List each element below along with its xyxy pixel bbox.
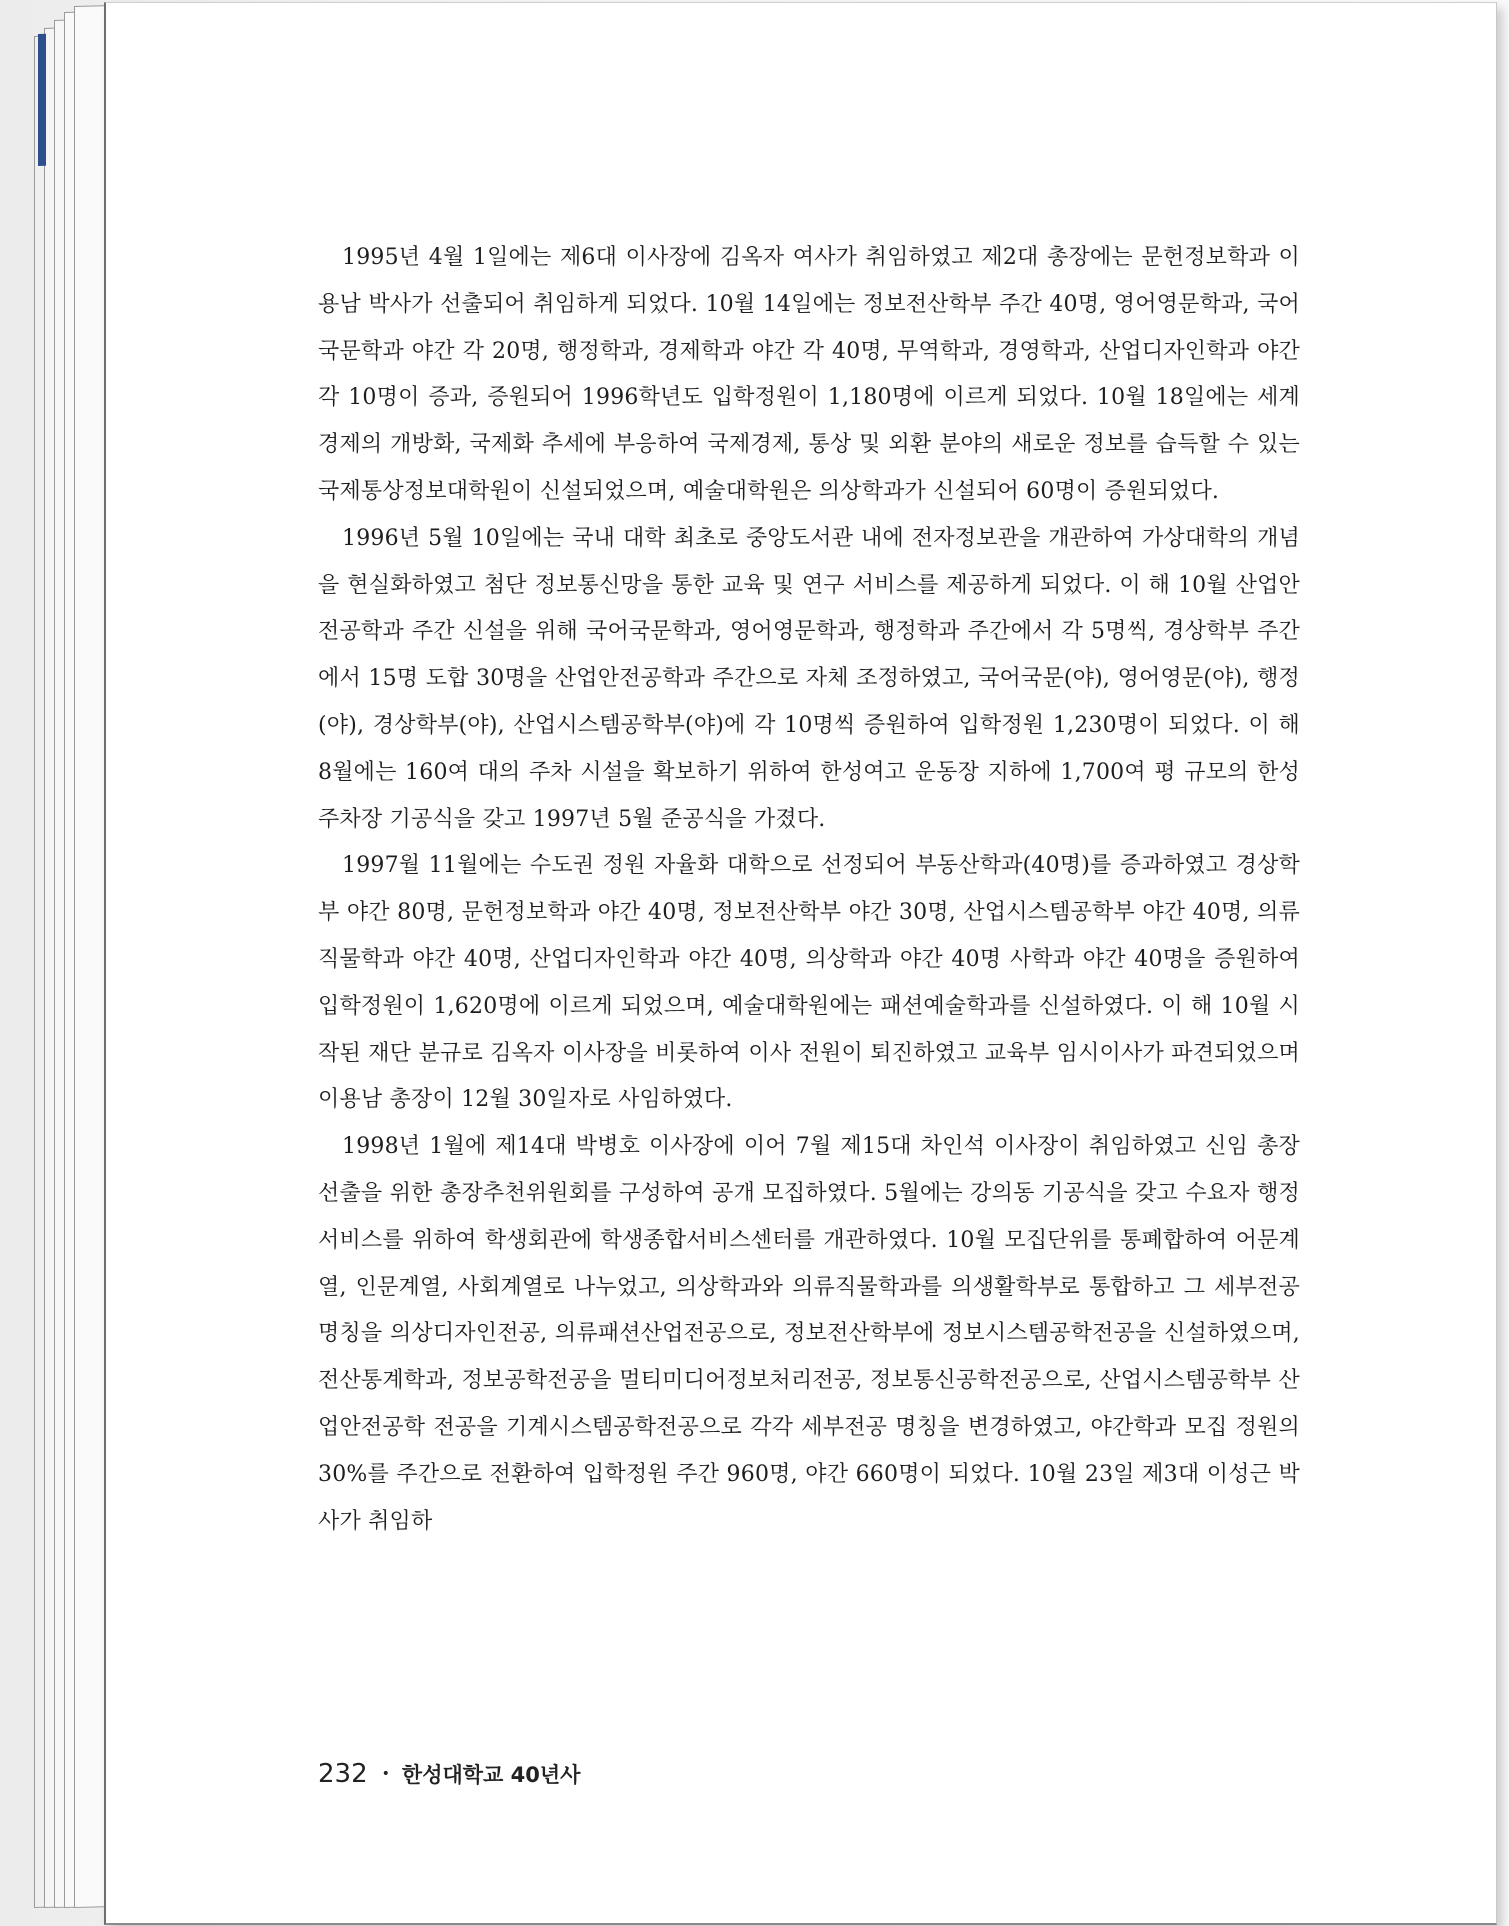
page-number: 232: [318, 1759, 368, 1789]
page-footer: [318, 1759, 580, 1789]
paragraph-1995: 1995년 4월 1일에는 제6대 이사장에 김옥자 여사가 취임하였고 제2대 총장에는 문헌정보학과 이용남 박사가 선출되어 취임하게 되었다. 10월 14일에는 정보전산학부 주간 40명, 영어영문학과, 국어국문학과 야간 각 20명, 행정학과, 경제학과 야간 각 40명, 무역학과, 경영학과, 산업디자인학과 야간 각 10명이 증과, 증원되어 1996학년도 입학정원이 1,180명에 이르게 되었다. 10월 18일에는 세계경제의 개방화, 국제화 추세에 부응하여 국제경제, 통상 및 외환 분야의 새로운 정보를 습득할 수 있는 국제통상정보대학원이 신설되었으며, 예술대학원은 의상학과가 신설되어 60명이 증원되었다.: [318, 245, 1300, 504]
paragraph-1997: 1997월 11월에는 수도권 정원 자율화 대학으로 선정되어 부동산학과(40명)를 증과하였고 경상학부 야간 80명, 문헌정보학과 야간 40명, 정보전산학부 야간 30명, 산업시스템공학부 야간 40명, 의류직물학과 야간 40명, 산업디자인학과 야간 40명, 의상학과 야간 40명 사학과 야간 40명을 증원하여 입학정원이 1,620명에 이르게 되었으며, 예술대학원에는 패션예술학과를 신설하였다. 이 해 10월 시작된 재단 분규로 김옥자 이사장을 비롯하여 이사 전원이 퇴진하였고 교육부 임시이사가 파견되었으며 이용남 총장이 12월 30일자로 사임하였다.: [318, 853, 1300, 1113]
book-title: 한성대학교 40년사: [401, 1763, 581, 1787]
book-page: [104, 2, 1497, 1925]
paragraph-1996: 1996년 5월 10일에는 국내 대학 최초로 중앙도서관 내에 전자정보관을 개관하여 가상대학의 개념을 현실화하였고 첨단 정보통신망을 통한 교육 및 연구 서비스를 제공하게 되었다. 이 해 10월 산업안전공학과 주간 신설을 위해 국어국문학과, 영어영문학과, 행정학과 주간에서 각 5명씩, 경상학부 주간에서 15명 도합 30명을 산업안전공학과 주간으로 자체 조정하였고, 국어국문(야), 영어영문(야), 행정(야), 경상학부(야), 산업시스템공학부(야)에 각 10명씩 증원하여 입학정원 1,230명이 되었다. 이 해 8월에는 160여 대의 주차 시설을 확보하기 위하여 한성여고 운동장 지하에 1,700여 평 규모의 한성 주차장 기공식을 갖고 1997년 5월 준공식을 가졌다.: [318, 525, 1300, 832]
body-text: [318, 235, 1300, 1545]
paragraph-1998: 1998년 1월에 제14대 박병호 이사장에 이어 7월 제15대 차인석 이사장이 취임하였고 신임 총장 선출을 위한 총장추천위원회를 구성하여 공개 모집하였다. 5월에는 강의동 기공식을 갖고 수요자 행정 서비스를 위하여 학생회관에 학생종합서비스센터를 개관하였다. 10월 모집단위를 통폐합하여 어문계열, 인문계열, 사회계열로 나누었고, 의상학과와 의류직물학과를 의생활학부로 통합하고 그 세부전공 명칭을 의상디자인전공, 의류패션산업전공으로, 정보전산학부에 정보시스템공학전공을 신설하였으며, 전산통계학과, 정보공학전공을 멀티미디어정보처리전공, 정보통신공학전공으로, 산업시스템공학부 산업안전공학 전공을 기계시스템공학전공으로 각각 세부전공 명칭을 변경하였고, 야간학과 모집 정원의 30%를 주간으로 전환하여 입학정원 주간 960명, 야간 660명이 되었다. 10월 23일 제3대 이성근 박사가 취임하: [318, 1134, 1300, 1534]
bullet-separator: •: [381, 1766, 390, 1782]
bookmark-tab: [38, 34, 46, 166]
